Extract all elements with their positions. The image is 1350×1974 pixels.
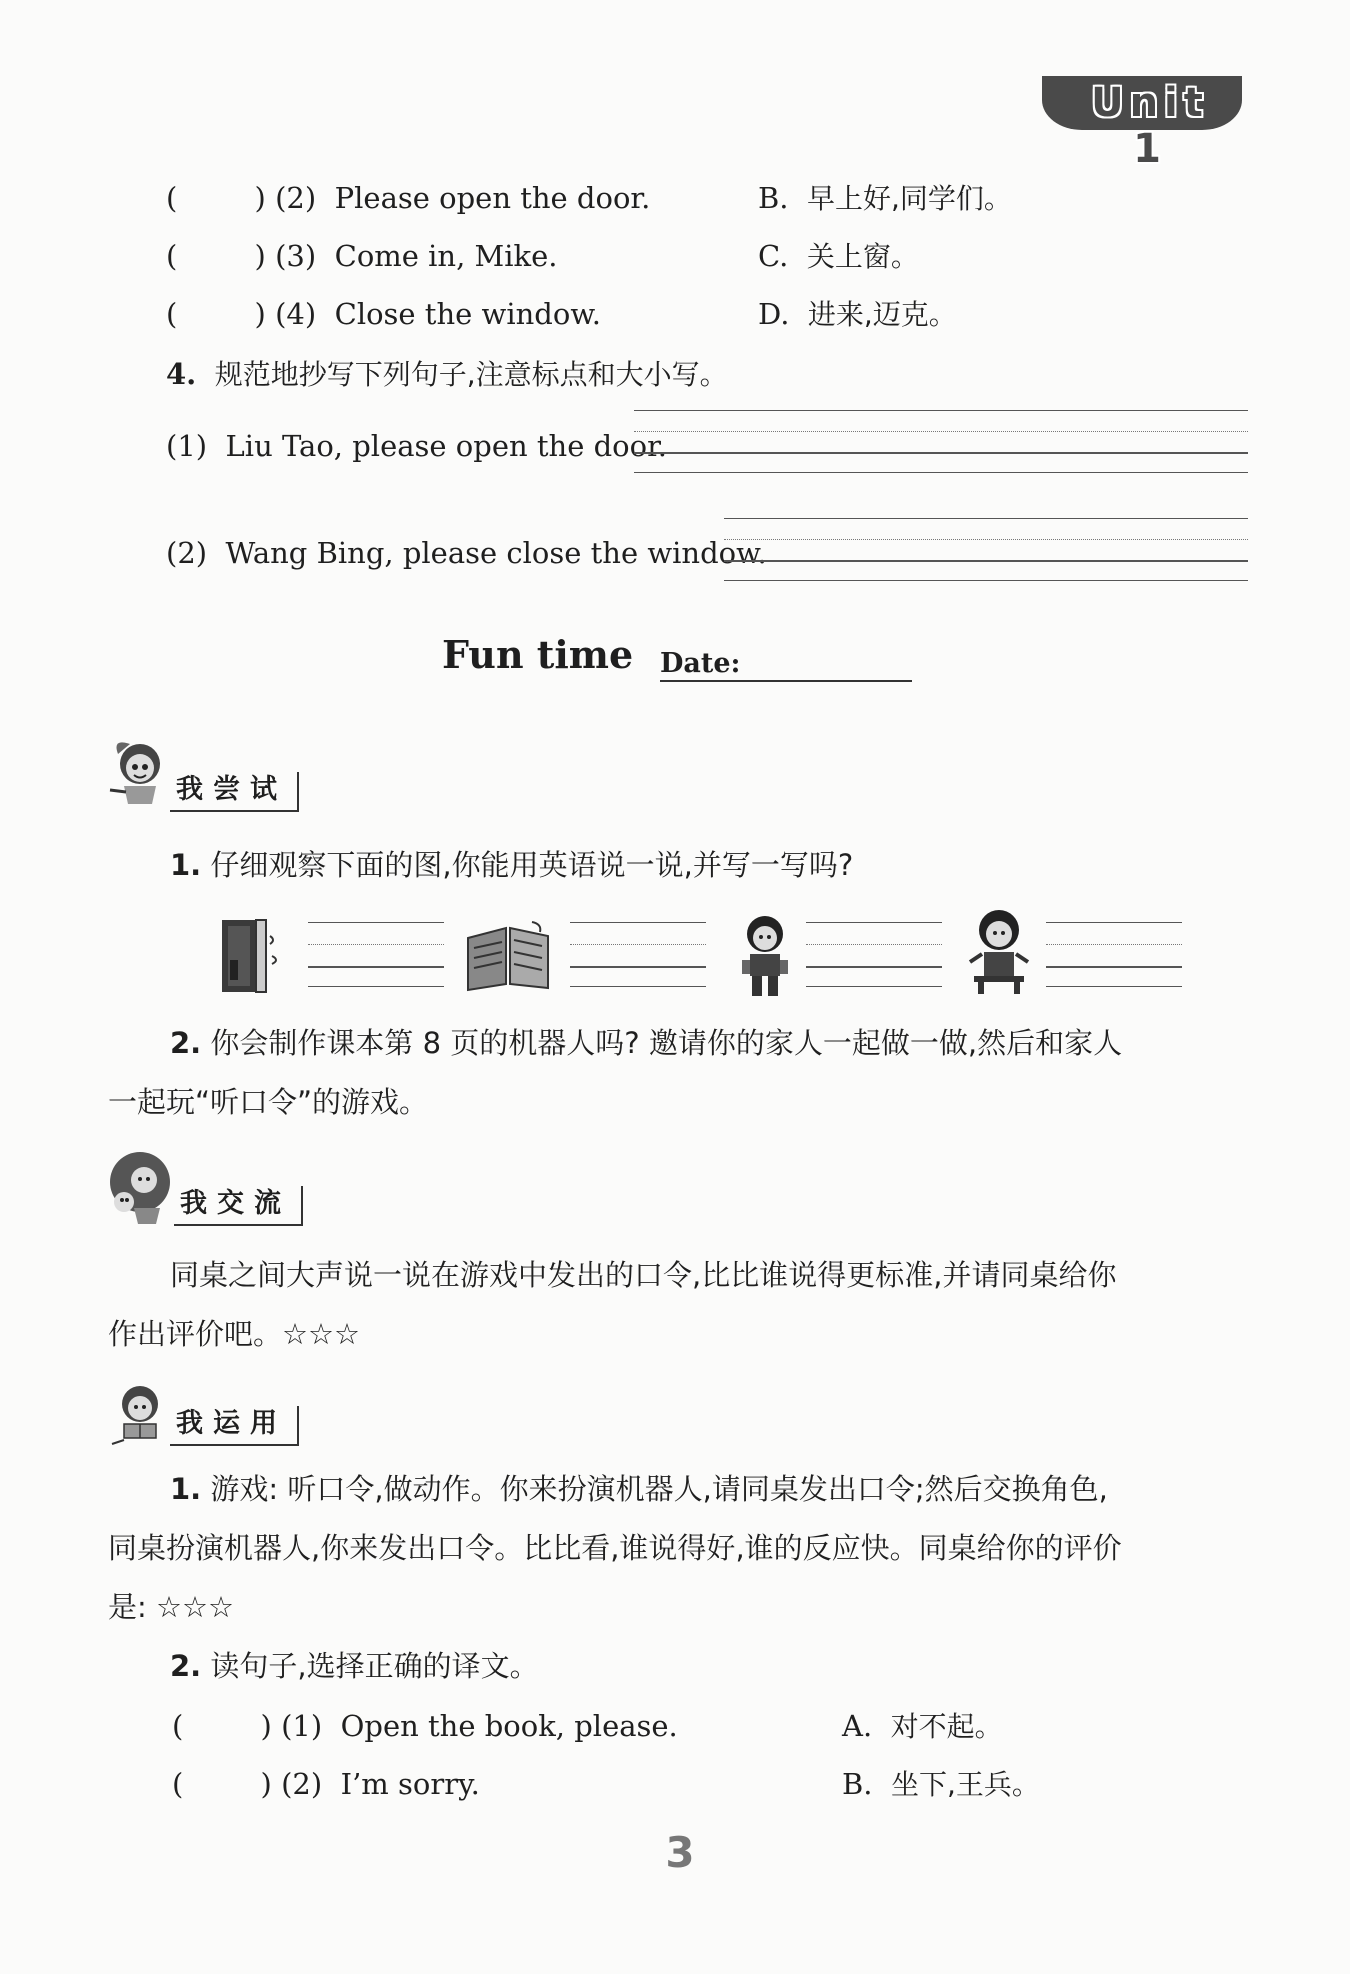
date-line[interactable] [660, 680, 912, 682]
girl-mascot-icon [104, 734, 170, 808]
use-question-1-line-2: 同桌扮演机器人,你来发出口令。比比看,谁说得好,谁的反应快。同桌给你的评价 [108, 1531, 1122, 1565]
book-picture-icon [462, 918, 554, 992]
copy-item-1: (1) Liu Tao, please open the door. [166, 429, 667, 463]
door-picture-icon [218, 916, 288, 996]
picture-writing-lines-2[interactable] [570, 922, 706, 988]
question-4: 4. 规范地抄写下列句子,注意标点和大小写。 [166, 357, 728, 391]
section-heading-talk: 我交流 [174, 1186, 303, 1226]
try-question-2: 2. 你会制作课本第 8 页的机器人吗? 邀请你的家人一起做一做,然后和家人 [170, 1026, 1123, 1060]
girl-reading-mascot-icon [108, 1380, 172, 1450]
try-question-1: 1. 仔细观察下面的图,你能用英语说一说,并写一写吗? [170, 848, 854, 882]
list-item: ( ) (4) Close the window. [166, 297, 601, 331]
page-number: 3 [665, 1828, 695, 1877]
talk-paragraph-line-1: 同桌之间大声说一说在游戏中发出的口令,比比谁说得更标准,并请同桌给你 [170, 1258, 1117, 1292]
section-heading-try: 我尝试 [170, 772, 299, 812]
list-item: ( ) (2) I’m sorry. [172, 1767, 480, 1801]
picture-writing-lines-3[interactable] [806, 922, 942, 988]
picture-writing-lines-1[interactable] [308, 922, 444, 988]
unit-tab-label: Unit 1 [1091, 80, 1209, 172]
page-title: Fun time [442, 632, 634, 677]
try-question-2-cont: 一起玩“听口令”的游戏。 [108, 1085, 429, 1119]
list-item: ( ) (1) Open the book, please. [172, 1709, 678, 1743]
kids-mascot-icon [104, 1148, 176, 1226]
boy-standing-picture-icon [736, 910, 794, 998]
unit-tab [1042, 76, 1242, 172]
use-question-1-line-3: 是: ☆☆☆ [108, 1590, 234, 1624]
use-question-2: 2. 读句子,选择正确的译文。 [170, 1649, 539, 1683]
writing-lines-1[interactable] [634, 410, 1248, 474]
list-item-answer: A. 对不起。 [842, 1709, 1003, 1743]
boy-sitting-picture-icon [964, 906, 1034, 996]
list-item-answer: C. 关上窗。 [758, 239, 919, 273]
use-question-1-line-1: 1. 游戏: 听口令,做动作。你来扮演机器人,请同桌发出口令;然后交换角色, [170, 1472, 1108, 1506]
list-item-answer: B. 早上好,同学们。 [758, 181, 1012, 215]
section-heading-use: 我运用 [170, 1406, 299, 1446]
date-label: Date: [660, 648, 741, 679]
picture-writing-lines-4[interactable] [1046, 922, 1182, 988]
list-item-answer: B. 坐下,王兵。 [842, 1767, 1040, 1801]
list-item: ( ) (3) Come in, Mike. [166, 239, 558, 273]
list-item-answer: D. 进来,迈克。 [758, 297, 957, 331]
list-item: ( ) (2) Please open the door. [166, 181, 651, 215]
copy-item-2: (2) Wang Bing, please close the window. [166, 536, 767, 570]
talk-paragraph-line-2: 作出评价吧。☆☆☆ [108, 1317, 360, 1351]
writing-lines-2[interactable] [724, 518, 1248, 582]
